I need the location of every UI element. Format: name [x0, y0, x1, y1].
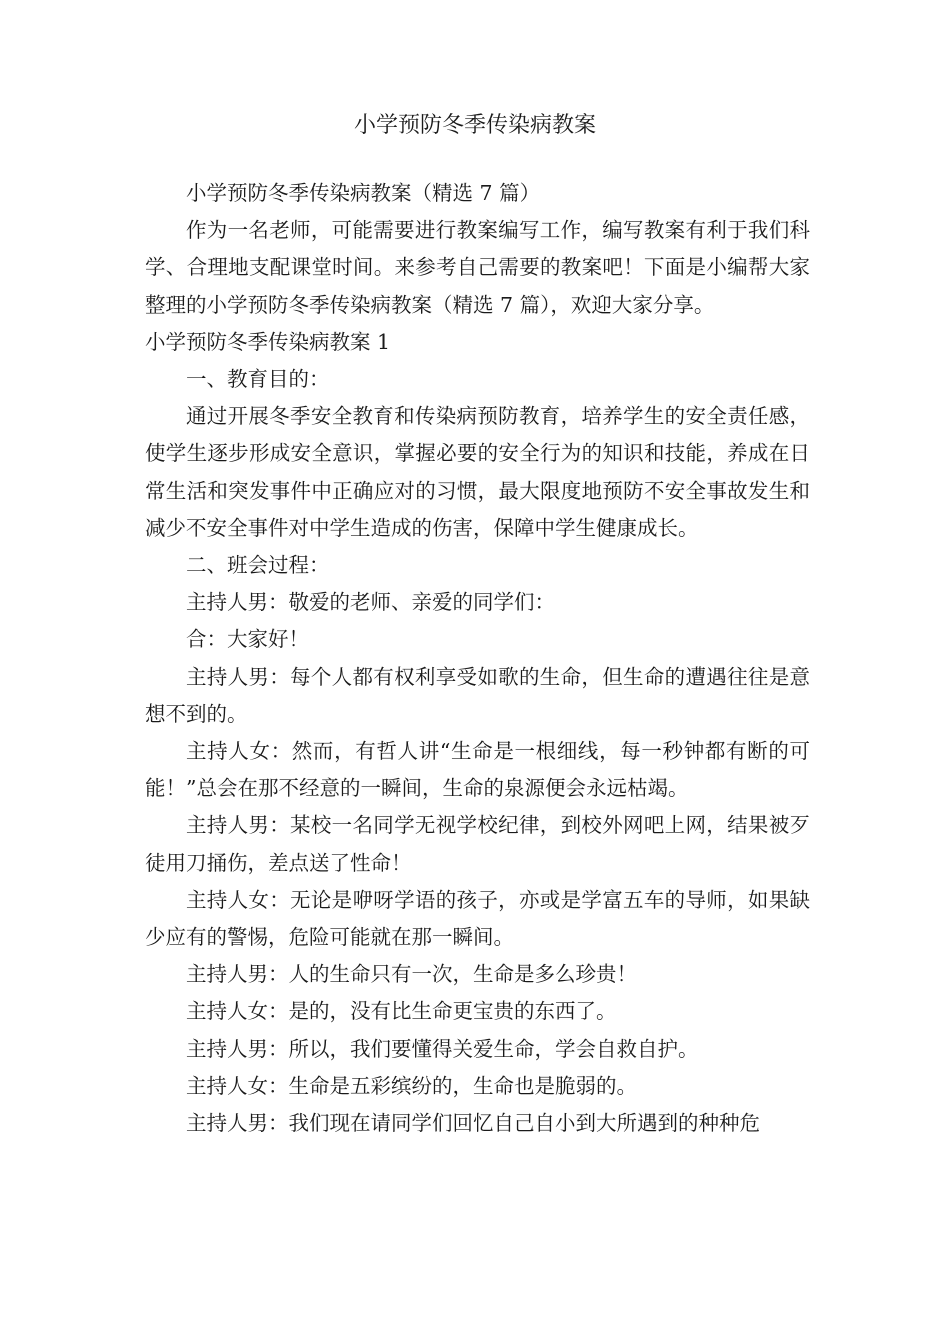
paragraph: 主持人男：敬爱的老师、亲爱的同学们：: [186, 590, 555, 615]
document-body: [145, 175, 810, 1142]
paragraph: 小学预防冬季传染病教案（精选 7 篇）: [186, 181, 541, 205]
document-title: 小学预防冬季传染病教案: [353, 113, 596, 138]
paragraph: 主持人男：某校一名同学无视学校纪律，到校外网吧上网，结果被歹徒用刀捅伤，差点送了性命！: [145, 813, 810, 875]
paragraph: 主持人女：然而，有哲人讲“生命是一根细线，每一秒钟都有断的可能！”总会在那不经意的一瞬间，生命的泉源便会永远枯竭。: [145, 739, 810, 801]
paragraph: 一、教育目的：: [186, 367, 330, 392]
paragraph: 主持人男：人的生命只有一次，生命是多么珍贵！: [186, 962, 637, 987]
paragraph: 主持人女：是的，没有比生命更宝贵的东西了。: [186, 999, 617, 1024]
paragraph: 主持人女：无论是咿呀学语的孩子，亦或是学富五车的导师，如果缺少应有的警惕，危险可能就在那一瞬间。: [145, 887, 810, 950]
paragraph: 主持人男：我们现在请同学们回忆自己自小到大所遇到的种种危: [186, 1111, 760, 1136]
paragraph: 通过开展冬季安全教育和传染病预防教育，培养学生的安全责任感，使学生逐步形成安全意识，掌握必要的安全行为的知识和技能，养成在日常生活和突发事件中正确应对的习惯，最大限度地预防不安全事故发生和减少不安全事件对中学生造成的伤害，保障中学生健康成长。: [145, 404, 810, 540]
paragraph: 作为一名老师，可能需要进行教案编写工作，编写教案有利于我们科学、合理地支配课堂时间。来参考自己需要的教案吧！下面是小编帮大家整理的小学预防冬季传染病教案（精选 7 篇），欢迎大家分享。: [145, 218, 810, 317]
section-heading: 小学预防冬季传染病教案 1: [145, 329, 391, 354]
paragraph: 二、班会过程：: [186, 553, 330, 578]
paragraph: 主持人男：所以，我们要懂得关爱生命，学会自救自护。: [186, 1036, 699, 1061]
paragraph: 合：大家好！: [186, 627, 309, 652]
paragraph: 主持人女：生命是五彩缤纷的，生命也是脆弱的。: [186, 1073, 637, 1098]
paragraph: 主持人男：每个人都有权利享受如歌的生命，但生命的遭遇往往是意想不到的。: [145, 664, 810, 726]
